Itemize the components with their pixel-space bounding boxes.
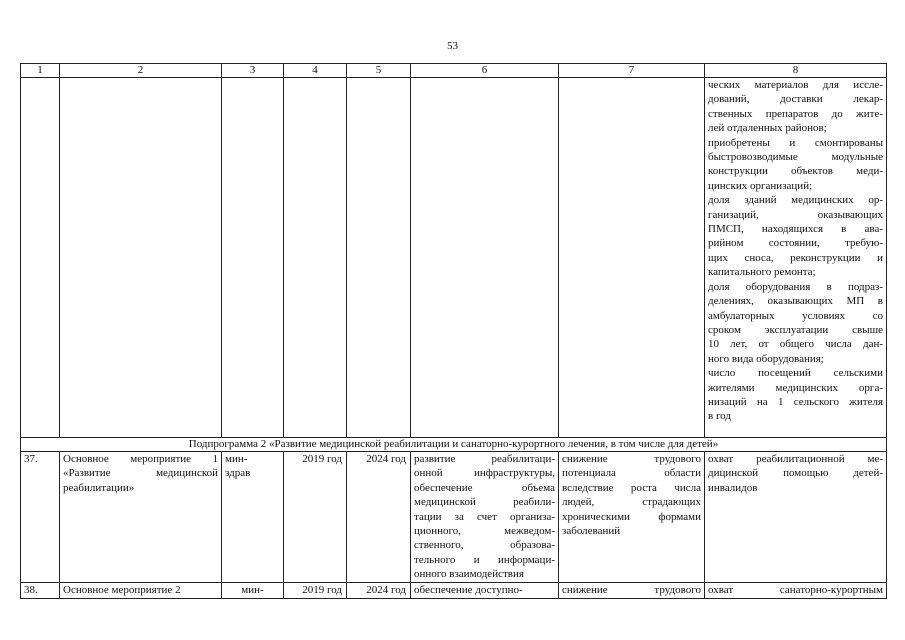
executor (222, 452, 284, 583)
header-col-7: 7 (559, 64, 705, 78)
text-line: рийном состоянии, требую- (708, 237, 883, 250)
text-line: доля зданий медицинских ор- (708, 194, 883, 207)
text-line: хроническими формами (562, 510, 701, 523)
header-col-5: 5 (347, 64, 411, 78)
cont-cell-5 (347, 78, 411, 438)
end-year: 2024 год (347, 582, 411, 598)
start-year: 2019 год (284, 452, 347, 583)
cont-cell-8 (705, 78, 887, 438)
header-col-2: 2 (60, 64, 222, 78)
text-line: тации за счет организа- (414, 510, 555, 523)
header-col-8: 8 (705, 64, 887, 78)
header-col-6: 6 (411, 64, 559, 78)
text-line: охват реабилитационной ме- (708, 453, 883, 465)
text-line: капитального ремонта; (708, 266, 816, 279)
text-line: цинских организаций; (708, 179, 813, 192)
end-year: 2024 год (347, 452, 411, 583)
measure-name (60, 452, 222, 583)
cont-cell-7 (559, 78, 705, 438)
risk (559, 452, 705, 583)
text-line: число посещений сельскими (708, 367, 883, 380)
text-line: ПМСП, находящихся в ава- (708, 223, 883, 236)
cont-cell-2 (60, 78, 222, 438)
measure-content-lines (414, 452, 555, 582)
indicator (705, 582, 887, 598)
cont-cell-4 (284, 78, 347, 438)
text-line: медицинской реабили- (414, 496, 555, 509)
measures-table (20, 63, 887, 599)
header-row (21, 64, 887, 78)
measure-content: обеспечение доступно- (411, 582, 559, 598)
text-line: инвалидов (708, 481, 758, 494)
page-number: 53 (447, 40, 458, 52)
text-line: онной инфраструктуры, (414, 467, 555, 480)
text-line: ного вида оборудования; (708, 352, 824, 365)
risk-lines (562, 452, 701, 538)
text-line: приобретены и смонтированы (708, 136, 883, 149)
measure-name: Основное мероприятие 2 (60, 582, 222, 598)
text-line: Основное мероприятие 1 (63, 453, 218, 465)
header-col-4: 4 (284, 64, 347, 78)
indicator (705, 452, 887, 583)
cont-cell-1 (21, 78, 60, 438)
text-line: щих сноса, реконструкции и (708, 251, 883, 264)
risk (559, 582, 705, 598)
text-line: амбулаторных условиях со (708, 309, 883, 322)
cont-cell-6 (411, 78, 559, 438)
risk-line: снижение трудового (562, 583, 701, 596)
text-line: здрав (225, 467, 251, 480)
continuation-row (21, 78, 887, 438)
text-line: 10 лет, от общего числа дан- (708, 338, 883, 351)
start-year: 2019 год (284, 582, 347, 598)
text-line: ственного, образова- (414, 539, 555, 552)
subprogram-row (21, 438, 887, 452)
text-line: реабилитации» (63, 481, 135, 494)
text-line: сроком эксплуатации свыше (708, 323, 883, 336)
text-line: людей, страдающих (562, 496, 701, 509)
text-line: ческих материалов для иссле- (708, 79, 883, 91)
text-line: ственных препаратов до жите- (708, 107, 883, 120)
text-line: дований, доставки лекар- (708, 93, 883, 106)
indicator-line: охват санаторно-курортным (708, 583, 883, 596)
text-line: онного взаимодействия (414, 568, 524, 581)
executor: мин- (222, 582, 284, 598)
text-line: мин- (225, 453, 248, 465)
text-line: потенциала области (562, 467, 701, 480)
table-row (21, 452, 887, 583)
executor-lines (225, 452, 280, 481)
header-col-1: 1 (21, 64, 60, 78)
text-line: ганизаций, оказывающих (708, 208, 883, 221)
header-col-3: 3 (222, 64, 284, 78)
continuation-indicators (708, 78, 883, 424)
table-row (21, 582, 887, 598)
text-line: делениях, оказывающих МП в (708, 295, 883, 308)
text-line: доля оборудования в подраз- (708, 280, 883, 293)
text-line: быстровозводимые модульные (708, 151, 883, 164)
text-line: обеспечение объема (414, 481, 555, 494)
text-line: в год (708, 410, 731, 423)
cont-cell-3 (222, 78, 284, 438)
measure-name-lines (63, 452, 218, 495)
subprogram-title: Подпрограмма 2 «Развитие медицинской реабилитации и санаторно-курортного лечения, в том числе для детей» (21, 438, 887, 452)
text-line: развитие реабилитаци- (414, 453, 555, 465)
text-line: тельного и информаци- (414, 553, 555, 566)
text-line: снижение трудового (562, 453, 701, 465)
text-line: лей отдаленных районов; (708, 122, 827, 135)
text-line: дицинской помощью детей- (708, 467, 883, 480)
row-number: 38. (21, 582, 60, 598)
text-line: вследствие роста числа (562, 481, 701, 494)
row-number: 37. (21, 452, 60, 583)
text-line: низаций на 1 сельского жителя (708, 395, 883, 408)
text-line: заболеваний (562, 525, 621, 538)
indicator-lines (708, 452, 883, 495)
text-line: «Развитие медицинской (63, 467, 218, 480)
text-line: ционного, межведом- (414, 525, 555, 538)
measure-content (411, 452, 559, 583)
text-line: конструкции объектов меди- (708, 165, 883, 178)
text-line: жителями медицинских орга- (708, 381, 883, 394)
